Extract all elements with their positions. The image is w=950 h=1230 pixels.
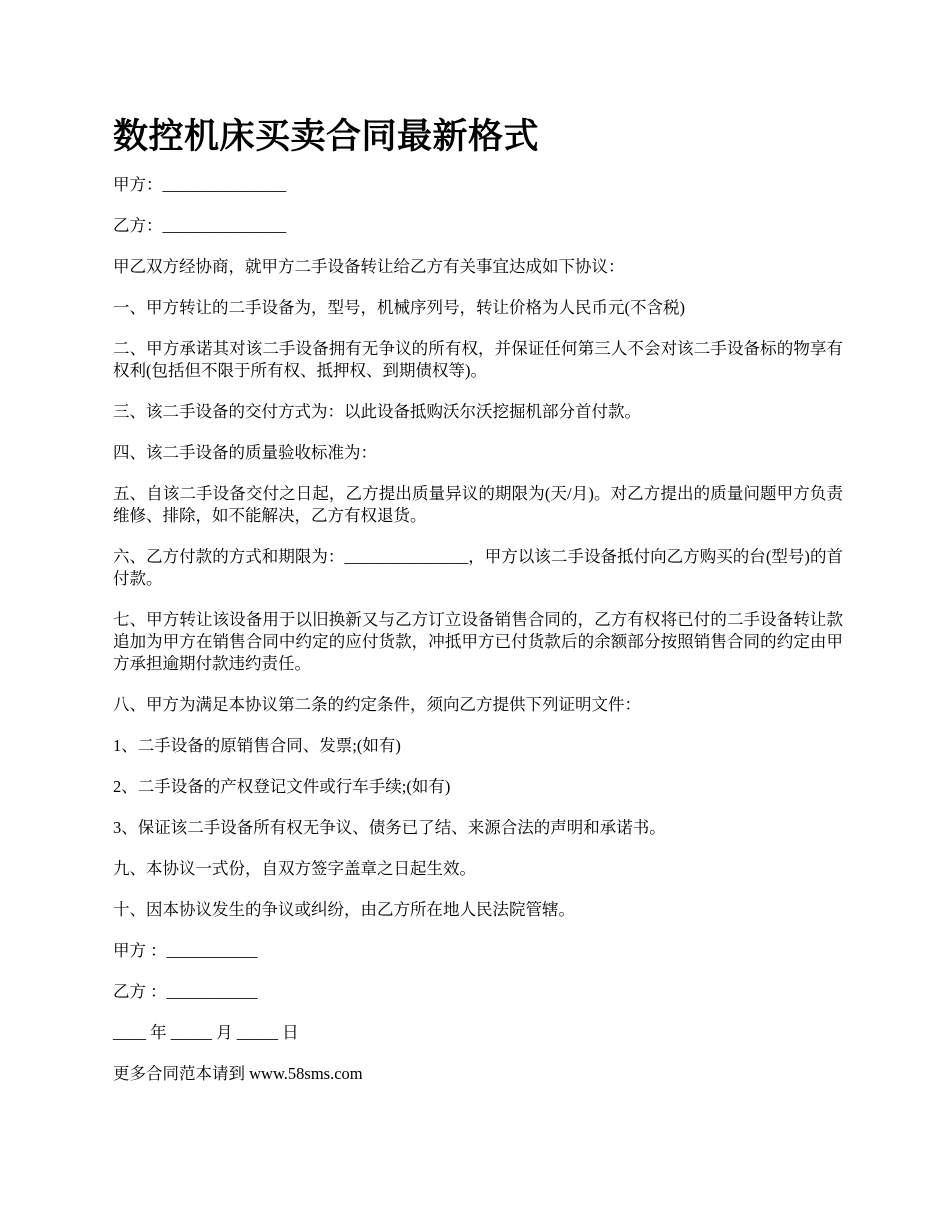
clause-9: 九、本协议一式份，自双方签字盖章之日起生效。: [113, 859, 476, 878]
document-item-3: 3、保证该二手设备所有权无争议、债务已了结、来源合法的声明和承诺书。: [113, 818, 666, 837]
document-title: 数控机床买卖合同最新格式: [113, 116, 540, 157]
agreement-intro: 甲乙双方经协商，就甲方二手设备转让给乙方有关事宜达成如下协议：: [113, 257, 625, 276]
clause-6: 六、乙方付款的方式和期限为：_______________，甲方以该二手设备抵付向乙方购买的台(型号)的首付款。: [113, 547, 843, 588]
clause-5: 五、自该二手设备交付之日起，乙方提出质量异议的期限为(天/月)。对乙方提出的质量问题甲方负责维修、排除，如不能解决，乙方有权退货。: [113, 484, 843, 525]
document-page: [113, 112, 843, 1104]
clause-4: 四、该二手设备的质量验收标准为：: [113, 443, 377, 462]
signature-party-a: 甲方 ：___________: [113, 941, 258, 960]
party-b-line: 乙方：_______________: [113, 216, 287, 235]
clause-10: 十、因本协议发生的争议或纠纷，由乙方所在地人民法院管辖。: [113, 900, 575, 919]
clause-8: 八、甲方为满足本协议第二条的约定条件，须向乙方提供下列证明文件：: [113, 695, 641, 714]
signature-date: ____ 年 _____ 月 _____ 日: [113, 1023, 299, 1042]
clause-3: 三、该二手设备的交付方式为：以此设备抵购沃尔沃挖掘机部分首付款。: [113, 402, 641, 421]
document-item-1: 1、二手设备的原销售合同、发票;(如有): [113, 736, 401, 755]
document-item-2: 2、二手设备的产权登记文件或行车手续;(如有): [113, 777, 451, 796]
clause-1: 一、甲方转让的二手设备为，型号，机械序列号，转让价格为人民币元(不含税): [113, 298, 685, 317]
footer-more-templates: 更多合同范本请到 www.58sms.com: [113, 1064, 363, 1083]
clause-7: 七、甲方转让该设备用于以旧换新又与乙方订立设备销售合同的，乙方有权将已付的二手设备转让款追加为甲方在销售合同中约定的应付货款，冲抵甲方已付货款后的余额部分按照销售合同的约定由甲方承担逾期付款违约责任。: [113, 610, 843, 673]
clause-2: 二、甲方承诺其对该二手设备拥有无争议的所有权，并保证任何第三人不会对该二手设备标的物享有权利(包括但不限于所有权、抵押权、到期债权等)。: [113, 339, 843, 380]
party-a-line: 甲方：_______________: [113, 175, 287, 194]
signature-party-b: 乙方 ：___________: [113, 982, 258, 1001]
